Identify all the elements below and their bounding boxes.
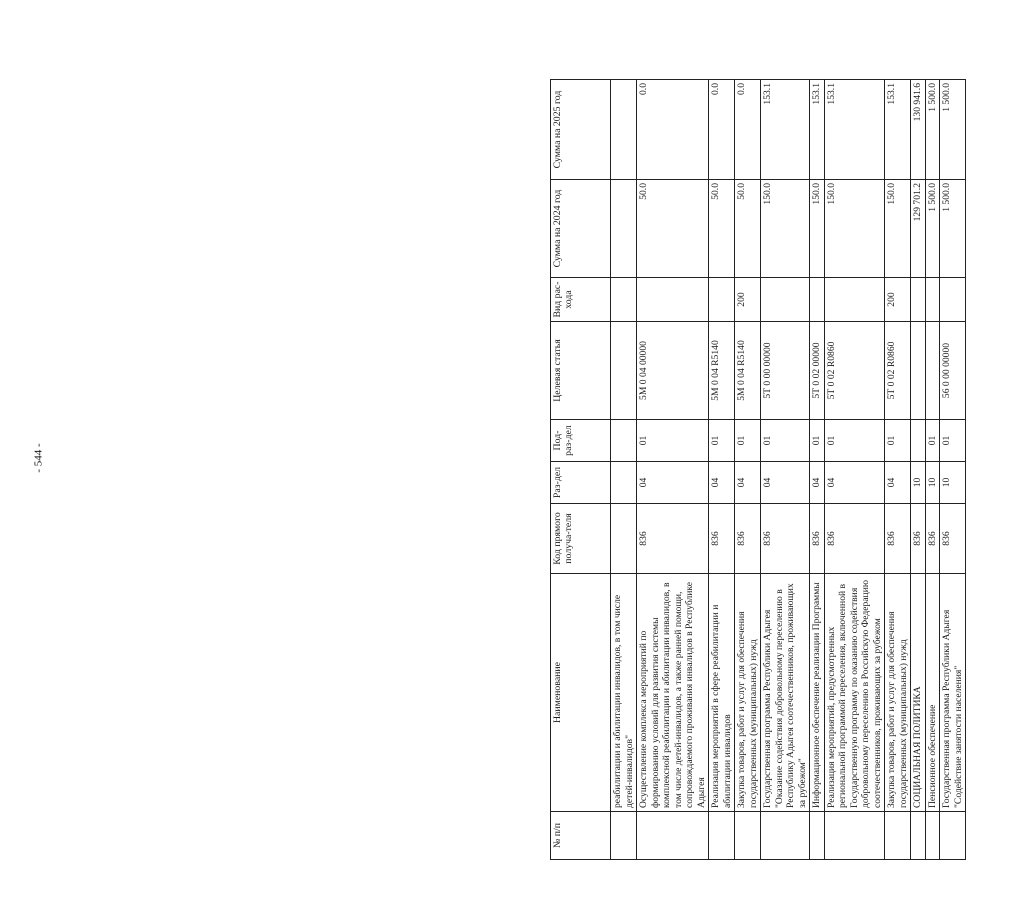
budget-table — [550, 79, 966, 860]
header-code: Код прямого получа-теля — [551, 504, 611, 574]
cell-code: 836 — [824, 504, 885, 574]
cell-article: 5Т 0 02 R0860 — [824, 322, 885, 420]
cell-code: 836 — [709, 504, 735, 574]
cell-sum-2025: 153.1 — [885, 80, 911, 180]
cell-sum-2024: 50.0 — [637, 180, 709, 278]
cell-code — [611, 504, 637, 574]
cell-sum-2025: 0.0 — [637, 80, 709, 180]
header-vid: Вид рас-хода — [551, 278, 611, 322]
cell-sum-2024: 150.0 — [824, 180, 885, 278]
table-row — [885, 80, 911, 860]
header-num: № п/п — [551, 812, 611, 860]
cell-podrazdel: 01 — [709, 420, 735, 462]
cell-podrazdel — [911, 420, 926, 462]
table-row — [709, 80, 735, 860]
cell-name: СОЦИАЛЬНАЯ ПОЛИТИКА — [911, 574, 926, 812]
cell-vid: 200 — [885, 278, 911, 322]
cell-razdel: 10 — [925, 462, 940, 504]
cell-sum-2024: 129 701.2 — [911, 180, 926, 278]
cell-razdel: 10 — [911, 462, 926, 504]
cell-vid — [637, 278, 709, 322]
cell-num — [925, 812, 940, 860]
cell-sum-2024: 50.0 — [735, 180, 761, 278]
cell-num — [911, 812, 926, 860]
cell-num — [637, 812, 709, 860]
cell-num — [709, 812, 735, 860]
cell-razdel: 10 — [940, 462, 966, 504]
page-number: - 544 - — [32, 443, 45, 473]
cell-article: 5М 0 04 R5140 — [709, 322, 735, 420]
cell-code: 836 — [925, 504, 940, 574]
cell-razdel: 04 — [735, 462, 761, 504]
rotated-table-page — [550, 80, 1015, 860]
cell-razdel: 04 — [709, 462, 735, 504]
cell-num — [824, 812, 885, 860]
cell-podrazdel: 01 — [761, 420, 810, 462]
table-row — [925, 80, 940, 860]
cell-razdel — [611, 462, 637, 504]
cell-code: 836 — [735, 504, 761, 574]
cell-razdel: 04 — [810, 462, 825, 504]
cell-code: 836 — [911, 504, 926, 574]
cell-podrazdel: 01 — [885, 420, 911, 462]
cell-sum-2024: 150.0 — [885, 180, 911, 278]
header-name: Наименование — [551, 574, 611, 812]
header-article: Целевая статья — [551, 322, 611, 420]
cell-sum-2025: 153.1 — [810, 80, 825, 180]
cell-name: Информационное обеспечение реализации Программы — [810, 574, 825, 812]
cell-article — [911, 322, 926, 420]
header-razdel: Раз-дел — [551, 462, 611, 504]
table-row — [637, 80, 709, 860]
cell-name: реабилитации и абилитации инвалидов, в том числе детей-инвалидов" — [611, 574, 637, 812]
cell-sum-2024: 150.0 — [810, 180, 825, 278]
cell-sum-2025: 1 500.0 — [940, 80, 966, 180]
cell-sum-2024: 1 500.0 — [925, 180, 940, 278]
cell-article: 5Т 0 02 R0860 — [885, 322, 911, 420]
cell-sum-2025: 153.1 — [761, 80, 810, 180]
cell-podrazdel: 01 — [925, 420, 940, 462]
cell-name: Государственная программа Республики Адыгея "Содействие занятости населения" — [940, 574, 966, 812]
table-row — [761, 80, 810, 860]
cell-name: Государственная программа Республики Адыгея "Оказание содействия добровольному переселению в Республику Адыгея соотечественников, проживающих за рубежом" — [761, 574, 810, 812]
cell-sum-2025 — [611, 80, 637, 180]
table-row — [735, 80, 761, 860]
cell-name: Закупка товаров, работ и услуг для обеспечения государственных (муниципальных) нужд — [735, 574, 761, 812]
table-body — [611, 80, 966, 860]
cell-razdel: 04 — [761, 462, 810, 504]
cell-sum-2025: 0.0 — [735, 80, 761, 180]
cell-article: 5Т 0 02 00000 — [810, 322, 825, 420]
cell-vid — [911, 278, 926, 322]
cell-article: 5М 0 04 00000 — [637, 322, 709, 420]
header-sum-2025: Сумма на 2025 год — [551, 80, 611, 180]
cell-name: Закупка товаров, работ и услуг для обеспечения государственных (муниципальных) нужд — [885, 574, 911, 812]
table-header-row — [551, 80, 611, 860]
cell-num — [761, 812, 810, 860]
cell-article: 5М 0 04 R5140 — [735, 322, 761, 420]
cell-vid: 200 — [735, 278, 761, 322]
table-row — [911, 80, 926, 860]
cell-podrazdel: 01 — [810, 420, 825, 462]
cell-name: Реализация мероприятий в сфере реабилитации и абилитации инвалидов — [709, 574, 735, 812]
cell-num — [940, 812, 966, 860]
cell-sum-2025: 130 941.6 — [911, 80, 926, 180]
cell-sum-2025: 1 500.0 — [925, 80, 940, 180]
cell-name: Реализация мероприятий, предусмотренных региональной программой переселения, включенной в Государственную программу по оказанию содействия добровольному переселению в Российскую Федерацию соотечественников, проживающих за рубежом — [824, 574, 885, 812]
cell-podrazdel: 01 — [824, 420, 885, 462]
cell-num — [611, 812, 637, 860]
cell-code: 836 — [637, 504, 709, 574]
cell-podrazdel: 01 — [940, 420, 966, 462]
cell-podrazdel: 01 — [637, 420, 709, 462]
cell-sum-2025: 0.0 — [709, 80, 735, 180]
cell-sum-2024: 150.0 — [761, 180, 810, 278]
cell-razdel: 04 — [637, 462, 709, 504]
cell-sum-2024: 1 500.0 — [940, 180, 966, 278]
cell-article: 5Т 0 00 00000 — [761, 322, 810, 420]
cell-vid — [824, 278, 885, 322]
cell-code: 836 — [810, 504, 825, 574]
cell-name: Осуществление комплекса мероприятий по формированию условий для развития системы комплексной реабилитации и абилитации инвалидов, в том числе детей-инвалидов, а также ранней помощи, сопровождаемого проживания инвалидов в Республике Адыгея — [637, 574, 709, 812]
cell-sum-2025: 153.1 — [824, 80, 885, 180]
cell-vid — [611, 278, 637, 322]
cell-article — [611, 322, 637, 420]
cell-article: 56 0 00 00000 — [940, 322, 966, 420]
header-podrazdel: Под-раз-дел — [551, 420, 611, 462]
cell-vid — [810, 278, 825, 322]
cell-num — [735, 812, 761, 860]
cell-code: 836 — [761, 504, 810, 574]
cell-article — [925, 322, 940, 420]
cell-vid — [761, 278, 810, 322]
cell-code: 836 — [885, 504, 911, 574]
cell-razdel: 04 — [885, 462, 911, 504]
cell-code: 836 — [940, 504, 966, 574]
cell-podrazdel: 01 — [735, 420, 761, 462]
cell-podrazdel — [611, 420, 637, 462]
cell-name: Пенсионное обеспечение — [925, 574, 940, 812]
cell-razdel: 04 — [824, 462, 885, 504]
cell-num — [810, 812, 825, 860]
table-row — [611, 80, 637, 860]
cell-num — [885, 812, 911, 860]
table-row — [824, 80, 885, 860]
cell-sum-2024 — [611, 180, 637, 278]
header-sum-2024: Сумма на 2024 год — [551, 180, 611, 278]
table-row — [940, 80, 966, 860]
cell-vid — [925, 278, 940, 322]
cell-vid — [940, 278, 966, 322]
table-row — [810, 80, 825, 860]
cell-sum-2024: 50.0 — [709, 180, 735, 278]
cell-vid — [709, 278, 735, 322]
